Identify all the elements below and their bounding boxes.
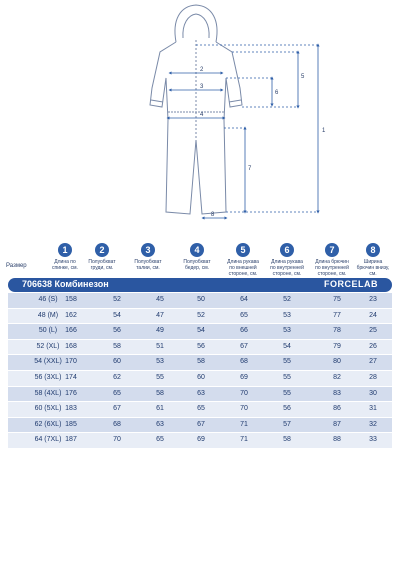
value-cell: 71 bbox=[240, 420, 248, 428]
col-7-label: Длина брючин по внутренней стороне, см. bbox=[315, 259, 349, 277]
value-cell: 31 bbox=[369, 405, 377, 413]
value-cell: 69 bbox=[197, 436, 205, 444]
value-cell: 86 bbox=[333, 405, 341, 413]
col-2-label: Полуобхват груди, см. bbox=[88, 259, 116, 271]
value-cell: 58 bbox=[113, 342, 121, 350]
col-2-badge: 2 bbox=[95, 243, 109, 257]
table-row bbox=[8, 324, 392, 339]
table-row bbox=[8, 371, 392, 386]
size-cell: 60 (5XL) bbox=[34, 405, 62, 413]
table-row bbox=[8, 433, 392, 448]
size-cell: 46 (S) bbox=[38, 296, 58, 303]
col-5-badge: 5 bbox=[236, 243, 250, 257]
value-cell: 60 bbox=[197, 373, 205, 381]
value-cell: 53 bbox=[156, 358, 164, 366]
value-cell: 56 bbox=[113, 327, 121, 335]
col-3-badge: 3 bbox=[141, 243, 155, 257]
value-cell: 51 bbox=[156, 342, 164, 350]
diagram-label-4: 4 bbox=[200, 112, 204, 118]
value-cell: 168 bbox=[65, 342, 77, 350]
table-row bbox=[8, 340, 392, 355]
value-cell: 23 bbox=[369, 296, 377, 303]
value-cell: 187 bbox=[65, 436, 77, 444]
value-cell: 70 bbox=[240, 389, 248, 397]
value-cell: 176 bbox=[65, 389, 77, 397]
col-1-label: Длина по спинке, см. bbox=[52, 259, 78, 271]
value-cell: 24 bbox=[369, 311, 377, 319]
value-cell: 50 bbox=[197, 296, 205, 303]
value-cell: 53 bbox=[283, 327, 291, 335]
value-cell: 28 bbox=[369, 373, 377, 381]
value-cell: 82 bbox=[333, 373, 341, 381]
value-cell: 58 bbox=[283, 436, 291, 444]
value-cell: 54 bbox=[113, 311, 121, 319]
value-cell: 183 bbox=[65, 405, 77, 413]
diagram-label-5: 5 bbox=[301, 74, 305, 80]
value-cell: 71 bbox=[240, 436, 248, 444]
size-cell: 54 (XXL) bbox=[34, 358, 62, 366]
value-cell: 174 bbox=[65, 373, 77, 381]
diagram-label-3: 3 bbox=[200, 84, 204, 90]
col-4-badge: 4 bbox=[190, 243, 204, 257]
table-row bbox=[8, 293, 392, 308]
value-cell: 68 bbox=[240, 358, 248, 366]
value-cell: 54 bbox=[197, 327, 205, 335]
value-cell: 30 bbox=[369, 389, 377, 397]
coverall-diagram bbox=[0, 0, 400, 230]
size-cell: 52 (XL) bbox=[36, 342, 60, 350]
col-8-label: Ширина брючин внизу, см. bbox=[356, 259, 390, 277]
table-row bbox=[8, 387, 392, 402]
column-headers bbox=[0, 240, 400, 280]
value-cell: 78 bbox=[333, 327, 341, 335]
value-cell: 47 bbox=[156, 311, 164, 319]
col-7-badge: 7 bbox=[325, 243, 339, 257]
value-cell: 27 bbox=[369, 358, 377, 366]
value-cell: 56 bbox=[283, 405, 291, 413]
col-4-label: Полуобхват бедер, см. bbox=[183, 259, 211, 271]
col-5-label: Длина рукава по внешней стороне, см. bbox=[227, 259, 259, 277]
value-cell: 185 bbox=[65, 420, 77, 428]
product-title-bar bbox=[8, 278, 392, 292]
size-cell: 48 (M) bbox=[37, 311, 59, 319]
value-cell: 33 bbox=[369, 436, 377, 444]
value-cell: 68 bbox=[113, 420, 121, 428]
value-cell: 70 bbox=[113, 436, 121, 444]
value-cell: 55 bbox=[283, 358, 291, 366]
diagram-label-7: 7 bbox=[248, 166, 252, 172]
value-cell: 65 bbox=[240, 311, 248, 319]
value-cell: 60 bbox=[113, 358, 121, 366]
value-cell: 67 bbox=[240, 342, 248, 350]
col-1-badge: 1 bbox=[58, 243, 72, 257]
value-cell: 62 bbox=[113, 373, 121, 381]
value-cell: 162 bbox=[65, 311, 77, 319]
value-cell: 170 bbox=[65, 358, 77, 366]
hood-outline bbox=[175, 5, 217, 42]
diagram-label-2: 2 bbox=[200, 67, 204, 73]
value-cell: 55 bbox=[283, 373, 291, 381]
value-cell: 88 bbox=[333, 436, 341, 444]
size-cell: 64 (7XL) bbox=[34, 436, 62, 444]
value-cell: 77 bbox=[333, 311, 341, 319]
value-cell: 55 bbox=[283, 389, 291, 397]
value-cell: 87 bbox=[333, 420, 341, 428]
col-6-label: Длина рукава по внутренней стороне, см. bbox=[270, 259, 304, 277]
table-row bbox=[8, 309, 392, 324]
size-cell: 58 (4XL) bbox=[34, 389, 62, 397]
col-6-badge: 6 bbox=[280, 243, 294, 257]
size-cell: 56 (3XL) bbox=[34, 373, 62, 381]
value-cell: 56 bbox=[197, 342, 205, 350]
value-cell: 65 bbox=[197, 405, 205, 413]
value-cell: 55 bbox=[156, 373, 164, 381]
value-cell: 65 bbox=[156, 436, 164, 444]
value-cell: 58 bbox=[156, 389, 164, 397]
value-cell: 54 bbox=[283, 342, 291, 350]
value-cell: 69 bbox=[240, 373, 248, 381]
value-cell: 80 bbox=[333, 358, 341, 366]
value-cell: 58 bbox=[197, 358, 205, 366]
value-cell: 52 bbox=[113, 296, 121, 303]
value-cell: 83 bbox=[333, 389, 341, 397]
diagram-label-8: 8 bbox=[211, 212, 215, 218]
value-cell: 70 bbox=[240, 405, 248, 413]
value-cell: 52 bbox=[283, 296, 291, 303]
value-cell: 57 bbox=[283, 420, 291, 428]
value-cell: 49 bbox=[156, 327, 164, 335]
value-cell: 63 bbox=[156, 420, 164, 428]
value-cell: 52 bbox=[197, 311, 205, 319]
value-cell: 79 bbox=[333, 342, 341, 350]
size-table bbox=[8, 293, 392, 449]
size-cell: 50 (L) bbox=[38, 327, 58, 335]
table-row bbox=[8, 418, 392, 433]
value-cell: 26 bbox=[369, 342, 377, 350]
value-cell: 25 bbox=[369, 327, 377, 335]
value-cell: 65 bbox=[113, 389, 121, 397]
table-row bbox=[8, 402, 392, 417]
value-cell: 67 bbox=[197, 420, 205, 428]
value-cell: 166 bbox=[65, 327, 77, 335]
size-column-header: Размер bbox=[6, 263, 27, 269]
value-cell: 64 bbox=[240, 296, 248, 303]
value-cell: 75 bbox=[333, 296, 341, 303]
diagram-label-6: 6 bbox=[275, 90, 279, 96]
product-code: 706638 Комбинезон bbox=[22, 279, 109, 289]
value-cell: 67 bbox=[113, 405, 121, 413]
diagram-label-1: 1 bbox=[322, 128, 326, 134]
size-cell: 62 (6XL) bbox=[34, 420, 62, 428]
value-cell: 158 bbox=[65, 296, 77, 303]
value-cell: 63 bbox=[197, 389, 205, 397]
brand-name: FORCELAB bbox=[324, 279, 378, 289]
col-3-label: Полуобхват талии, см. bbox=[134, 259, 162, 271]
value-cell: 53 bbox=[283, 311, 291, 319]
value-cell: 45 bbox=[156, 296, 164, 303]
value-cell: 66 bbox=[240, 327, 248, 335]
value-cell: 61 bbox=[156, 405, 164, 413]
value-cell: 32 bbox=[369, 420, 377, 428]
col-8-badge: 8 bbox=[366, 243, 380, 257]
table-row bbox=[8, 355, 392, 370]
